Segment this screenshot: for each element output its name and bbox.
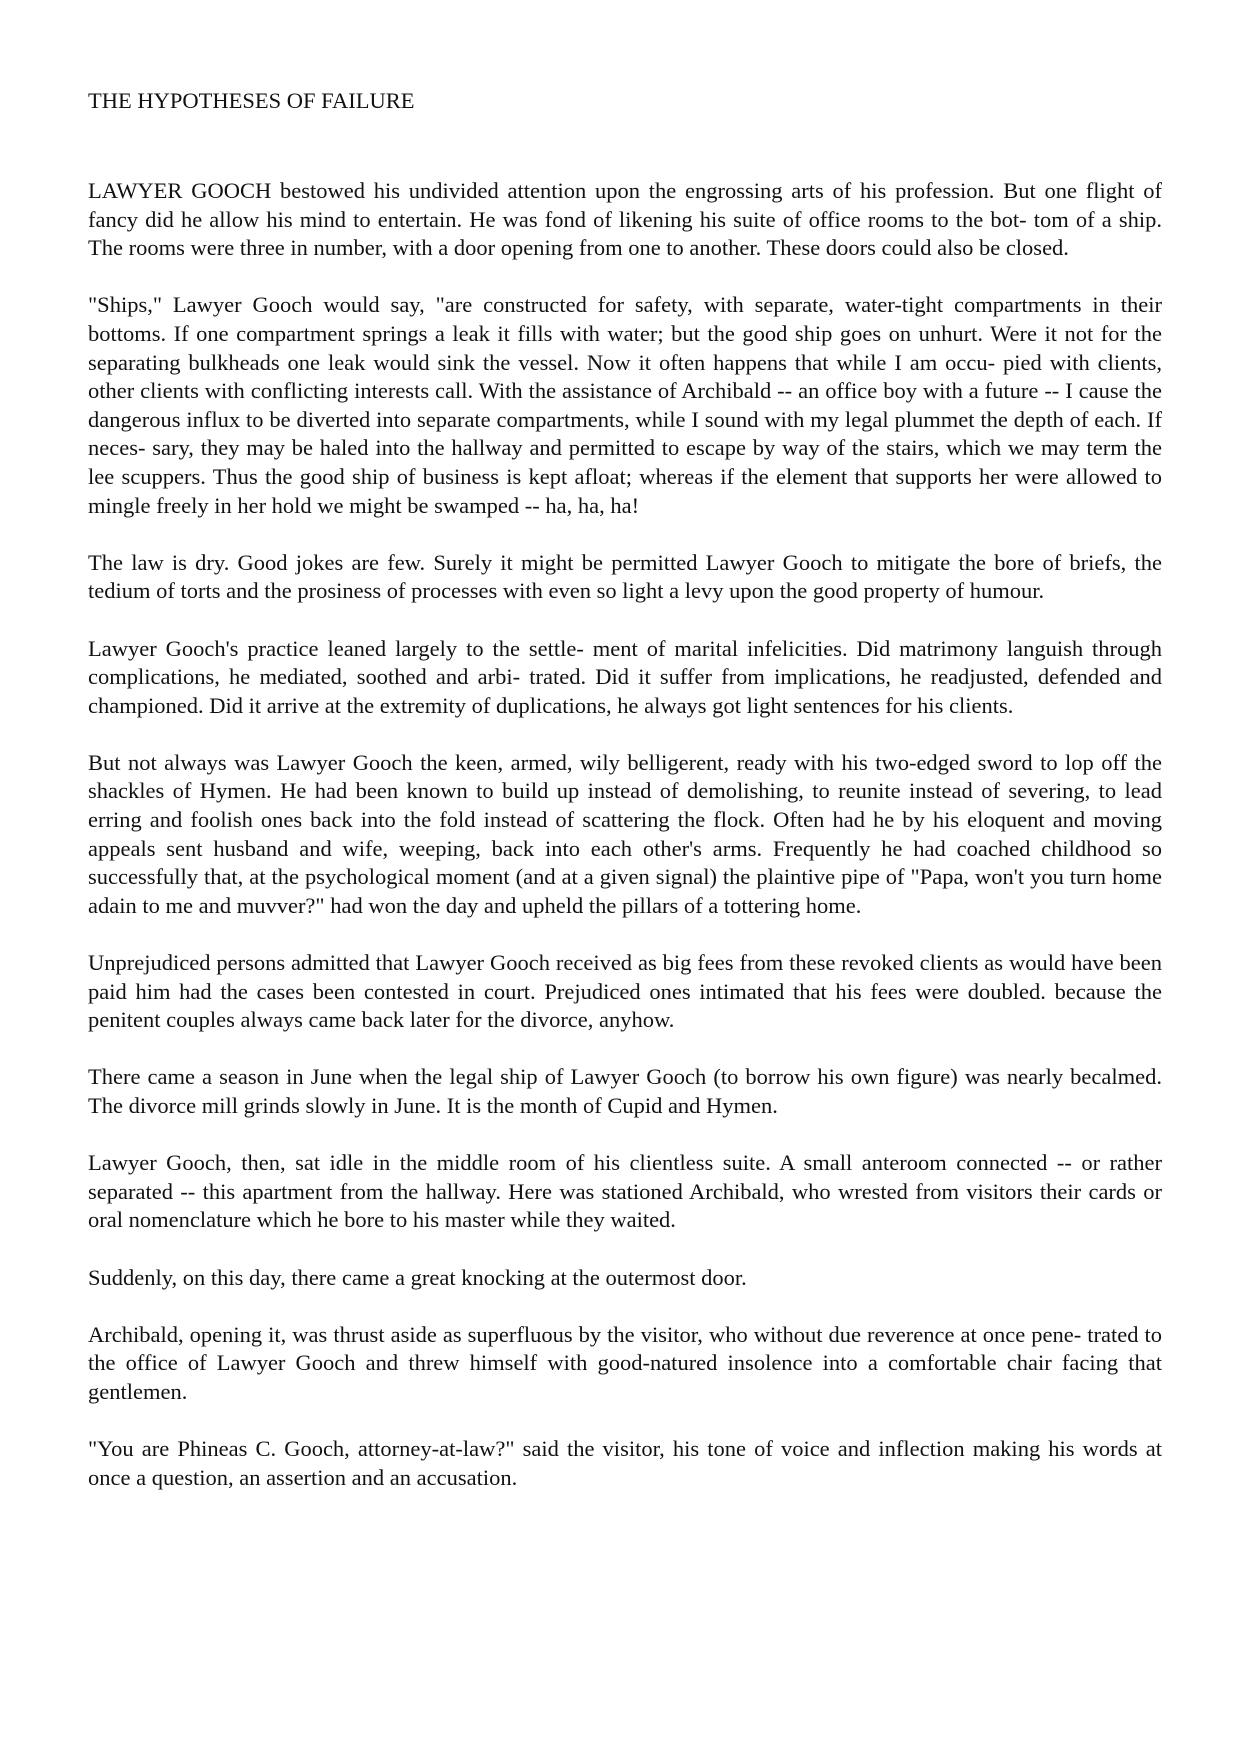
paragraph: The law is dry. Good jokes are few. Surely it might be permitted Lawyer Gooch to mitigate the bore of briefs, the tedium of torts and the prosiness of processes with even so light a levy upon the good property of humour.	[88, 549, 1162, 604]
paragraph: Lawyer Gooch's practice leaned largely to the settle- ment of marital infelicities. Did matrimony languish through complications, he mediated, soothed and arbi- trated. Did it suffer from implications, he readjusted, defended and championed. Did it arrive at the extremity of duplications, he always got light sentences for his clients.	[88, 635, 1162, 718]
paragraph: "Ships," Lawyer Gooch would say, "are constructed for safety, with separate, water-tight compartments in their bottoms. If one compartment springs a leak it fills with water; but the good ship goes on unhurt. Were it not for the separating bulkheads one leak would sink the vessel. Now it often happens that while I am occu- pied with clients, other clients with conflicting interests call. With the assistance of Archibald -- an office boy with a future -- I cause the dangerous influx to be diverted into separate compartments, while I sound with my legal plummet the depth of each. If neces- sary, they may be haled into the hallway and permitted to escape by way of the stairs, which we may term the lee scuppers. Thus the good ship of business is kept afloat; whereas if the element that supports her were allowed to mingle freely in her hold we might be swamped -- ha, ha, ha!	[88, 292, 1162, 518]
paragraph: Unprejudiced persons admitted that Lawyer Gooch received as big fees from these revoked clients as would have been paid him had the cases been contested in court. Prejudiced ones intimated that his fees were doubled. because the penitent couples always came back later for the divorce, anyhow.	[88, 950, 1162, 1033]
paragraph: Suddenly, on this day, there came a great knocking at the outermost door.	[88, 1264, 747, 1290]
document-page	[88, 86, 1162, 1521]
paragraph: There came a season in June when the legal ship of Lawyer Gooch (to borrow his own figure) was nearly becalmed. The divorce mill grinds slowly in June. It is the month of Cupid and Hymen.	[88, 1064, 1162, 1118]
paragraph: LAWYER GOOCH bestowed his undivided attention upon the engrossing arts of his profession. But one flight of fancy did he allow his mind to entertain. He was fond of likening his suite of office rooms to the bot- tom of a ship. The rooms were three in number, with a door opening from one to another. These doors could also be closed.	[88, 178, 1162, 261]
paragraph: "You are Phineas C. Gooch, attorney-at-law?" said the visitor, his tone of voice and inflection making his words at once a question, an assertion and an accusation.	[88, 1436, 1162, 1490]
paragraph: Archibald, opening it, was thrust aside as superfluous by the visitor, who without due reverence at once pene- trated to the office of Lawyer Gooch and threw himself with good-natured insolence into a comfortable chair facing that gentlemen.	[88, 1321, 1162, 1404]
paragraph: But not always was Lawyer Gooch the keen, armed, wily belligerent, ready with his two-edged sword to lop off the shackles of Hymen. He had been known to build up instead of demolishing, to reunite instead of severing, to lead erring and foolish ones back into the fold instead of scattering the flock. Often had he by his eloquent and moving appeals sent husband and wife, weeping, back into each other's arms. Frequently he had coached childhood so successfully that, at the psychological moment (and at a given signal) the plaintive pipe of "Papa, won't you turn home adain to me and muvver?" had won the day and upheld the pillars of a tottering home.	[88, 749, 1162, 918]
paragraph: Lawyer Gooch, then, sat idle in the middle room of his clientless suite. A small anteroom connected -- or rather separated -- this apartment from the hallway. Here was stationed Archibald, who wrested from visitors their cards or oral nomenclature which he bore to his master while they waited.	[88, 1150, 1162, 1233]
document-title: THE HYPOTHESES OF FAILURE	[88, 88, 415, 113]
